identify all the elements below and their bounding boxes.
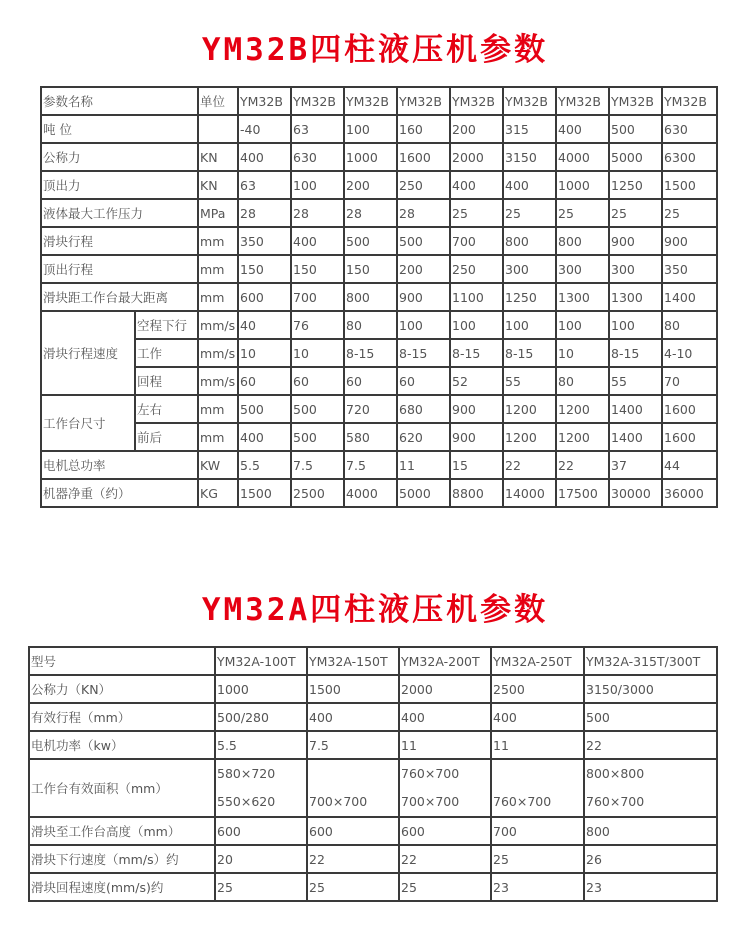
value-cell: 25 [491,845,584,873]
table-row [29,703,717,731]
table-row [41,395,717,423]
row-label: 公称力 [41,143,198,171]
value-cell: 1100 [450,283,503,311]
header-model: YM32B [397,87,450,115]
value-cell: 11 [399,731,491,759]
row-label: 电机功率（kw） [29,731,215,759]
row-sublabel: 空程下行 [135,311,198,339]
value-cell: 600 [215,817,307,845]
row-label: 滑块行程速度 [41,311,135,395]
value-cell: 900 [662,227,717,255]
row-label: 顶出行程 [41,255,198,283]
value-cell: 150 [238,255,291,283]
value-line: 550×620 [217,794,276,809]
value-cell: 5.5 [238,451,291,479]
value-cell: 500 [344,227,397,255]
value-cell: 22 [503,451,556,479]
value-cell: 900 [397,283,450,311]
value-cell: 8800 [450,479,503,507]
table-row [29,845,717,873]
value-cell: 25 [609,199,662,227]
value-cell: 100 [450,311,503,339]
value-cell: 14000 [503,479,556,507]
value-cell: 7.5 [344,451,397,479]
header-model: YM32A-250T [491,647,584,675]
value-cell [584,759,717,817]
value-cell: 500 [291,395,344,423]
table-row [41,311,717,339]
table-row [41,143,717,171]
row-unit: mm [198,283,238,311]
value-cell: 700 [291,283,344,311]
value-cell: 22 [584,731,717,759]
value-line: 700×700 [401,794,460,809]
value-cell: 60 [397,367,450,395]
value-cell: 630 [662,115,717,143]
value-cell: 8-15 [397,339,450,367]
value-cell: 25 [450,199,503,227]
value-cell [491,759,584,817]
value-line: 760×700 [401,766,460,781]
value-cell: 26 [584,845,717,873]
value-cell: 1300 [609,283,662,311]
value-cell: 1600 [397,143,450,171]
value-cell: 700 [450,227,503,255]
value-cell: 44 [662,451,717,479]
value-cell: 28 [238,199,291,227]
row-unit: KW [198,451,238,479]
value-cell: 600 [399,817,491,845]
table-row [41,115,717,143]
value-cell: 7.5 [307,731,399,759]
value-cell: 300 [503,255,556,283]
value-cell: 500 [291,423,344,451]
value-cell: 600 [307,817,399,845]
value-cell: 250 [397,171,450,199]
value-cell: 3150/3000 [584,675,717,703]
value-cell: 10 [238,339,291,367]
value-cell: 55 [609,367,662,395]
value-cell: 60 [238,367,291,395]
value-cell: 1250 [503,283,556,311]
value-cell: 700 [491,817,584,845]
ym32a-title: YM32A四柱液压机参数 [201,592,549,628]
ym32b-title: YM32B四柱液压机参数 [201,32,549,68]
row-unit: KN [198,143,238,171]
row-label: 工作台尺寸 [41,395,135,451]
header-model: YM32B [291,87,344,115]
value-cell: 5.5 [215,731,307,759]
value-cell [307,759,399,817]
value-cell: 5000 [397,479,450,507]
row-unit: mm [198,227,238,255]
value-cell: 76 [291,311,344,339]
value-cell: 200 [450,115,503,143]
value-cell: 1400 [662,283,717,311]
row-label: 顶出力 [41,171,198,199]
header-model: YM32B [450,87,503,115]
table-row [29,873,717,901]
value-cell: 37 [609,451,662,479]
value-cell: 1400 [609,395,662,423]
value-line: 800×800 [586,766,645,781]
header-model: YM32A-200T [399,647,491,675]
value-cell: 1000 [215,675,307,703]
header-model: YM32B [503,87,556,115]
value-cell: 900 [450,423,503,451]
value-cell: 350 [238,227,291,255]
value-cell: 720 [344,395,397,423]
value-cell: 100 [344,115,397,143]
value-cell: 2500 [291,479,344,507]
table-row [41,255,717,283]
table-row [29,731,717,759]
value-cell: 60 [291,367,344,395]
row-unit: mm [198,423,238,451]
header-model: YM32B [609,87,662,115]
table-row [41,199,717,227]
value-cell: 800 [584,817,717,845]
row-unit: mm/s [198,311,238,339]
table-row [29,817,717,845]
row-unit: KG [198,479,238,507]
value-cell: 25 [307,873,399,901]
value-cell [215,759,307,817]
header-model: YM32B [556,87,609,115]
row-label: 滑块至工作台高度（mm） [29,817,215,845]
value-cell: 25 [556,199,609,227]
table-row [41,339,717,367]
value-cell: 70 [662,367,717,395]
value-cell: 100 [609,311,662,339]
value-cell: 2500 [491,675,584,703]
value-cell: 30000 [609,479,662,507]
value-cell: 400 [556,115,609,143]
value-cell: 22 [399,845,491,873]
value-cell: 55 [503,367,556,395]
value-cell: 200 [344,171,397,199]
value-cell: 300 [609,255,662,283]
value-cell: 4000 [344,479,397,507]
value-cell: 10 [291,339,344,367]
value-cell: 52 [450,367,503,395]
value-cell: 8-15 [344,339,397,367]
row-unit: mm/s [198,367,238,395]
row-label: 滑块下行速度（mm/s）约 [29,845,215,873]
header-model: YM32B [662,87,717,115]
ym32a-parameter-table [28,646,718,902]
value-cell: 60 [344,367,397,395]
value-cell: 1500 [307,675,399,703]
value-line: 760×700 [493,794,552,809]
value-cell: 4-10 [662,339,717,367]
value-cell: 400 [399,703,491,731]
value-cell: -40 [238,115,291,143]
value-cell: 800 [344,283,397,311]
value-cell: 25 [503,199,556,227]
header-row [41,87,717,115]
value-cell: 620 [397,423,450,451]
value-cell: 1250 [609,171,662,199]
row-label: 公称力（KN） [29,675,215,703]
header-model-label: 型号 [29,647,215,675]
row-label: 滑块行程 [41,227,198,255]
table-row [29,675,717,703]
value-cell: 22 [307,845,399,873]
value-cell: 1600 [662,423,717,451]
value-cell: 150 [344,255,397,283]
value-cell: 2000 [450,143,503,171]
value-cell: 1500 [662,171,717,199]
value-cell: 400 [307,703,399,731]
value-cell: 5000 [609,143,662,171]
value-cell: 1000 [344,143,397,171]
table-row [41,171,717,199]
value-cell: 200 [397,255,450,283]
value-cell: 400 [503,171,556,199]
row-label: 吨 位 [41,115,198,143]
value-cell: 22 [556,451,609,479]
value-cell: 25 [215,873,307,901]
value-cell: 900 [450,395,503,423]
value-cell: 4000 [556,143,609,171]
value-cell: 40 [238,311,291,339]
value-line [309,760,398,788]
value-cell: 11 [491,731,584,759]
value-cell: 1400 [609,423,662,451]
header-model: YM32B [344,87,397,115]
header-unit: 单位 [198,87,238,115]
value-line: 760×700 [586,794,645,809]
header-param-name: 参数名称 [41,87,198,115]
row-label: 滑块距工作台最大距离 [41,283,198,311]
value-cell: 28 [397,199,450,227]
value-cell: 25 [399,873,491,901]
table-row [41,367,717,395]
value-cell: 17500 [556,479,609,507]
value-cell: 680 [397,395,450,423]
table-row [41,423,717,451]
row-unit: mm/s [198,339,238,367]
value-cell: 80 [556,367,609,395]
value-cell: 1600 [662,395,717,423]
value-cell: 100 [291,171,344,199]
value-line: 700×700 [309,794,368,809]
value-cell: 580 [344,423,397,451]
value-cell: 300 [556,255,609,283]
header-model: YM32A-100T [215,647,307,675]
value-cell: 500 [397,227,450,255]
row-unit [198,115,238,143]
row-label: 电机总功率 [41,451,198,479]
row-sublabel: 前后 [135,423,198,451]
table-row [29,759,717,817]
value-cell: 500 [609,115,662,143]
row-sublabel: 回程 [135,367,198,395]
row-label: 工作台有效面积（mm） [29,759,215,817]
value-cell: 63 [238,171,291,199]
value-cell: 15 [450,451,503,479]
value-cell: 400 [238,423,291,451]
value-cell: 2000 [399,675,491,703]
value-cell: 400 [450,171,503,199]
value-cell: 500 [584,703,717,731]
value-cell: 1200 [556,395,609,423]
value-cell: 150 [291,255,344,283]
header-model: YM32B [238,87,291,115]
value-cell: 800 [556,227,609,255]
value-cell: 25 [662,199,717,227]
value-cell: 1000 [556,171,609,199]
value-cell: 1500 [238,479,291,507]
value-cell: 400 [491,703,584,731]
value-cell: 11 [397,451,450,479]
row-unit: MPa [198,199,238,227]
value-cell: 8-15 [609,339,662,367]
value-cell: 630 [291,143,344,171]
row-sublabel: 工作 [135,339,198,367]
row-label: 有效行程（mm） [29,703,215,731]
value-cell: 10 [556,339,609,367]
value-cell: 80 [344,311,397,339]
table-row [41,451,717,479]
value-cell: 23 [491,873,584,901]
value-cell: 350 [662,255,717,283]
value-cell: 250 [450,255,503,283]
value-cell: 7.5 [291,451,344,479]
value-cell: 100 [556,311,609,339]
value-cell: 100 [397,311,450,339]
ym32b-parameter-table [40,86,718,508]
header-row [29,647,717,675]
row-unit: mm [198,255,238,283]
value-cell: 3150 [503,143,556,171]
value-cell: 500 [238,395,291,423]
row-label: 机器净重（约） [41,479,198,507]
row-label: 液体最大工作压力 [41,199,198,227]
value-cell: 36000 [662,479,717,507]
value-cell: 100 [503,311,556,339]
value-cell: 500/280 [215,703,307,731]
header-model: YM32A-315T/300T [584,647,717,675]
value-cell: 160 [397,115,450,143]
value-cell: 1200 [503,395,556,423]
value-cell: 28 [291,199,344,227]
table-row [41,227,717,255]
value-cell: 315 [503,115,556,143]
value-cell: 63 [291,115,344,143]
table-row [41,283,717,311]
value-cell: 6300 [662,143,717,171]
value-cell: 900 [609,227,662,255]
value-line [493,760,583,788]
row-sublabel: 左右 [135,395,198,423]
value-cell: 800 [503,227,556,255]
row-unit: mm [198,395,238,423]
value-cell: 20 [215,845,307,873]
value-cell: 1200 [556,423,609,451]
table-row [41,479,717,507]
value-cell: 8-15 [503,339,556,367]
row-unit: KN [198,171,238,199]
header-model: YM32A-150T [307,647,399,675]
value-cell: 1200 [503,423,556,451]
value-cell: 8-15 [450,339,503,367]
value-cell: 1300 [556,283,609,311]
value-cell: 80 [662,311,717,339]
value-cell: 400 [291,227,344,255]
row-label: 滑块回程速度(mm/s)约 [29,873,215,901]
value-line: 580×720 [217,766,276,781]
value-cell: 23 [584,873,717,901]
value-cell: 28 [344,199,397,227]
value-cell [399,759,491,817]
value-cell: 400 [238,143,291,171]
value-cell: 600 [238,283,291,311]
